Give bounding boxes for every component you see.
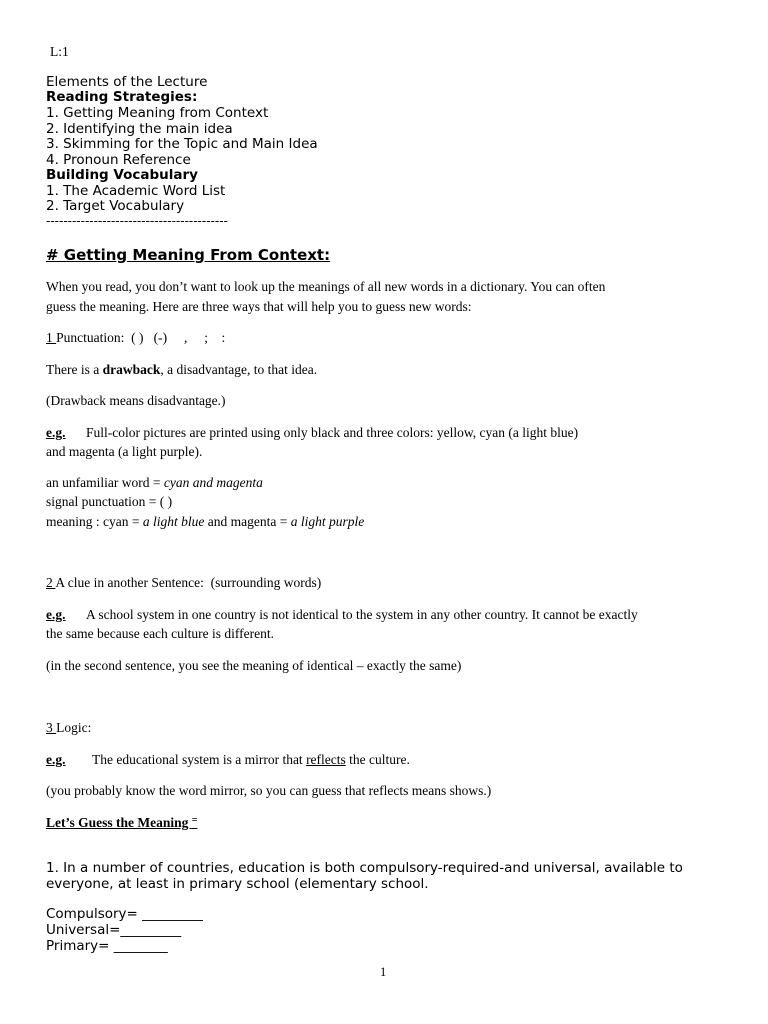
eg-underlined-word: reflects (306, 752, 346, 767)
section-title: # Getting Meaning From Context: (46, 246, 331, 264)
method-1-example (46, 362, 317, 378)
method-2-eg-line-2: the same because each culture is different. (46, 626, 275, 641)
building-vocabulary-heading: Building Vocabulary (46, 167, 198, 183)
universal-blank: Universal=_________ (46, 922, 182, 938)
intro-line-1: When you read, you don’t want to look up the meanings of all new words in a dictionary. You can often (46, 279, 606, 294)
method-3-heading (46, 720, 91, 736)
reading-item: 1. Getting Meaning from Context (46, 105, 269, 121)
method-2-note: (in the second sentence, you see the meaning of identical – exactly the same) (46, 658, 462, 673)
unfamiliar-value: cyan and magenta (163, 475, 263, 490)
reading-item: 4. Pronoun Reference (46, 152, 191, 168)
eg-text: the culture. (345, 752, 410, 767)
question-1-line-1: 1. In a number of countries, education is both compulsory-required-and universal, available to (46, 860, 683, 876)
vocab-item: 2. Target Vocabulary (46, 198, 185, 214)
compulsory-blank: Compulsory= _________ (46, 906, 203, 922)
signal-punctuation-line: signal punctuation = ( ) (46, 494, 173, 509)
eg-label: e.g. (46, 425, 66, 440)
method-1-note: (Drawback means disadvantage.) (46, 393, 226, 408)
example-text: , a disadvantage, to that idea. (160, 362, 318, 377)
unfamiliar-label: an unfamiliar word = (46, 475, 164, 490)
method-2-label: A clue in another Sentence: (surrounding words) (55, 575, 322, 590)
example-bold-word: drawback (102, 362, 161, 377)
method-2-number: 2 (46, 575, 56, 590)
lecture-id: L:1 (50, 44, 69, 59)
reading-item: 3. Skimming for the Topic and Main Idea (46, 136, 318, 152)
method-3-eg (92, 752, 410, 768)
example-text: There is a (46, 362, 103, 377)
method-2-heading (46, 575, 321, 591)
divider: ------------------------------------------ (46, 214, 228, 228)
method-1-eg-line-1: Full-color pictures are printed using only black and three colors: yellow, cyan (a light blue) (86, 425, 579, 440)
punctuation-symbols: ( ) (-) , ; : (131, 330, 226, 345)
method-3-note: (you probably know the word mirror, so you can guess that reflects means shows.) (46, 783, 492, 798)
method-3-label: Logic: (56, 720, 92, 735)
vocab-item: 1. The Academic Word List (46, 183, 226, 199)
reading-item: 2. Identifying the main idea (46, 121, 233, 137)
meaning-text: and magenta = (204, 514, 291, 529)
eg-label: e.g. (46, 752, 66, 767)
guess-heading (46, 815, 197, 831)
intro-line-2: guess the meaning. Here are three ways that will help you to guess new words: (46, 299, 472, 314)
method-1-eg-line-2: and magenta (a light purple). (46, 444, 203, 459)
primary-blank: Primary= ________ (46, 938, 168, 954)
method-3-number: 3 (46, 720, 57, 735)
method-1-label: Punctuation: (56, 330, 125, 345)
reading-strategies-heading: Reading Strategies: (46, 89, 198, 105)
guess-heading-text: Let’s Guess the Meaning (46, 815, 192, 830)
meaning-label: meaning : cyan = (46, 514, 143, 529)
method-1-heading (46, 330, 225, 346)
guess-heading-mark: = (191, 815, 198, 826)
eg-text: The educational system is a mirror that (92, 752, 307, 767)
meaning-value: a light purple (290, 514, 365, 529)
unfamiliar-word-line (46, 475, 263, 491)
meaning-line (46, 514, 364, 530)
method-2-eg-line-1: A school system in one country is not identical to the system in any other country. It cannot be exactly (86, 607, 638, 622)
page-number: 1 (380, 965, 387, 979)
method-1-number: 1 (46, 330, 57, 345)
meaning-value: a light blue (142, 514, 205, 529)
question-1-line-2: everyone, at least in primary school (elementary school. (46, 876, 429, 892)
eg-label: e.g. (46, 607, 66, 622)
elements-title: Elements of the Lecture (46, 74, 208, 90)
